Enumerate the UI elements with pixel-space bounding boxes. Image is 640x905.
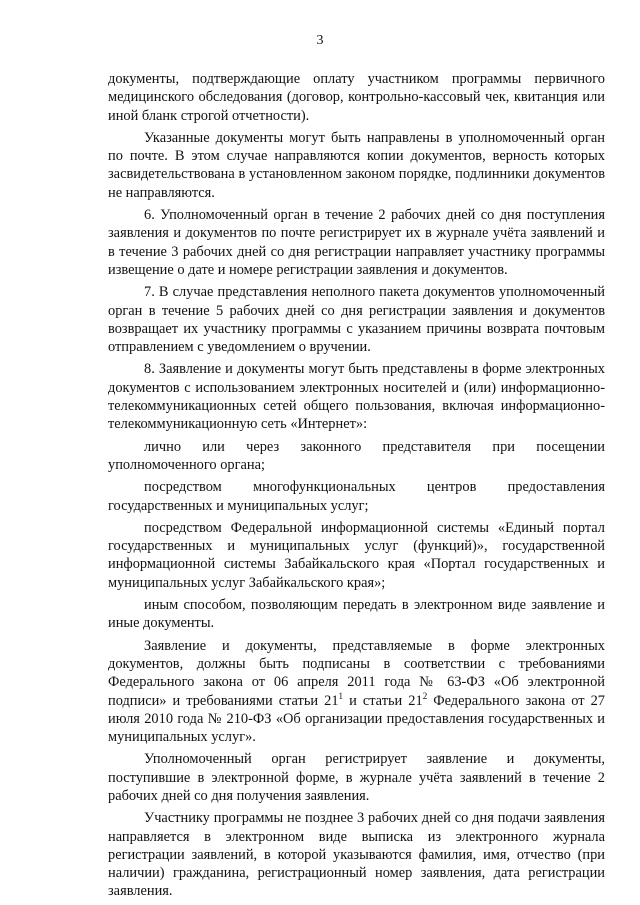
paragraph-7: посредством многофункциональных центров предоставления государственных и муниципальных услуг; [108, 479, 605, 514]
document-body [108, 70, 605, 905]
paragraph-4: 7. В случае представления неполного пакета документов уполномоченный орган в течение 5 рабочих дней со дня регистрации заявления и документов возвращает их участнику программы с указанием причины возврата почтовым отправлением с уведомлением о вручении. [108, 284, 605, 356]
superscript-2: 2 [422, 690, 428, 701]
paragraph-10-part-1: Заявление и документы, представляемые в форме электронных документов, должны быть подписаны в соответствии с требованиями Федерального закона от 06 апреля 2011 года № 63-ФЗ «Об электронной подписи» и требованиями статьи 21 [108, 637, 605, 709]
paragraph-10 [108, 637, 605, 747]
paragraph-6: лично или через законного представителя при посещении уполномоченного органа; [108, 438, 605, 473]
superscript-1: 1 [338, 690, 344, 701]
paragraph-5: 8. Заявление и документы могут быть представлены в форме электронных документов с использованием электронных носителей и (или) информационно-телекоммуникационных сетей общего пользования, включая информационно-телекоммуникационную сеть «Интернет»: [108, 361, 605, 433]
paragraph-12: Участнику программы не позднее 3 рабочих дней со дня подачи заявления направляется в электронном виде выписка из электронного журнала регистрации заявлений, в которой указываются фамилия, имя, отчество (при наличии) гражданина, регистрационный номер заявления, дата регистрации заявления. [108, 810, 605, 900]
paragraph-10-part-3: Федерального закона от 27 июля 2010 года № 210-ФЗ «Об организации предоставления государственных и муниципальных услуг». [108, 692, 606, 746]
page-number: 3 [316, 33, 324, 48]
paragraph-3: 6. Уполномоченный орган в течение 2 рабочих дней со дня поступления заявления и документов по почте регистрирует их в журнале учёта заявлений и в течение 3 рабочих дней со дня регистрации направляет участнику программы извещение о дате и номере регистрации заявления и документов. [108, 207, 605, 278]
paragraph-2: Указанные документы могут быть направлены в уполномоченный орган по почте. В этом случае направляются копии документов, верность которых засвидетельствована в установленном законом порядке, подлинники документов не направляются. [108, 129, 605, 201]
paragraph-10-part-2: и статьи 21 [343, 692, 423, 709]
paragraph-1: документы, подтверждающие оплату участником программы первичного медицинского обследования (договор, контрольно-кассовый чек, квитанция или иной бланк строгой отчетности). [108, 71, 605, 124]
paragraph-9: иным способом, позволяющим передать в электронном виде заявление и иные документы. [108, 597, 605, 632]
paragraph-11: Уполномоченный орган регистрирует заявление и документы, поступившие в электронной форме, в журнале учёта заявлений в течение 2 рабочих дней со дня получения заявления. [108, 751, 605, 804]
paragraph-8: посредством Федеральной информационной системы «Единый портал государственных и муниципальных услуг (функций)», государственной информационной системы Забайкальского края «Портал государственных и муниципальных услуг Забайкальского края»; [108, 519, 605, 591]
